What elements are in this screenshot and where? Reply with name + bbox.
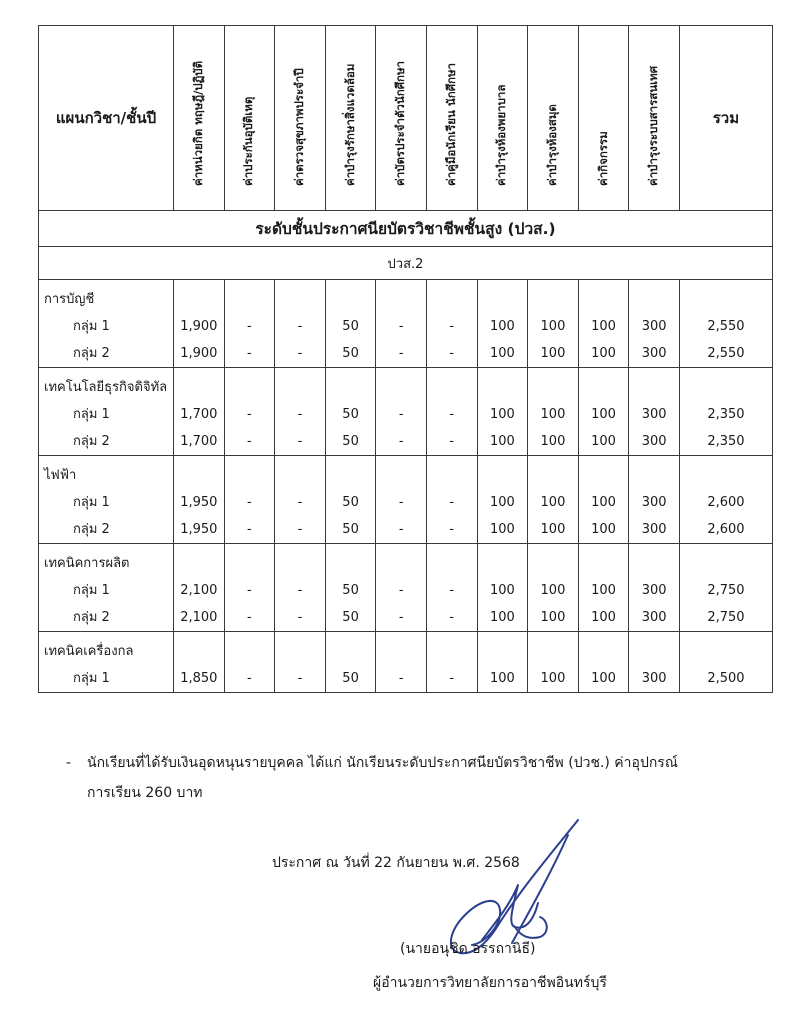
fee-value: - — [247, 522, 252, 537]
fee-value: - — [297, 583, 303, 598]
fee-cell — [629, 544, 680, 632]
fee-value: 50 — [342, 407, 359, 422]
header-total: รวม — [679, 26, 772, 211]
fee-value: 2,100 — [180, 583, 218, 598]
fee-value: - — [449, 434, 455, 449]
fee-value: - — [449, 319, 455, 334]
fee-cell — [426, 368, 477, 456]
fee-table — [38, 25, 773, 693]
header-row — [39, 26, 773, 211]
header-column-label: ค่าบำรุงระบบสารสนเทศ — [646, 66, 661, 186]
department-name: เทคนิคเครื่องกล — [44, 644, 134, 659]
fee-value: 50 — [342, 495, 359, 510]
fee-value: - — [247, 610, 252, 625]
department-cell — [39, 280, 174, 368]
fee-cell — [629, 280, 680, 368]
fee-value: - — [398, 610, 404, 625]
fee-cell — [426, 544, 477, 632]
header-department: แผนกวิชา/ชั้นปี — [39, 26, 174, 211]
fee-value: - — [449, 671, 455, 686]
fee-cell — [376, 368, 427, 456]
fee-value: - — [449, 610, 455, 625]
total-cell — [679, 280, 772, 368]
fee-value: 50 — [342, 434, 359, 449]
fee-value: - — [247, 495, 252, 510]
header-column — [426, 26, 477, 211]
header-column — [629, 26, 680, 211]
fee-cell — [477, 632, 528, 693]
fee-cell — [325, 368, 376, 456]
fee-cell — [224, 456, 275, 544]
fee-value: 100 — [489, 522, 515, 537]
fee-value: 100 — [591, 583, 616, 598]
total-cell — [679, 456, 772, 544]
header-column — [578, 26, 629, 211]
fee-value: - — [297, 407, 303, 422]
fee-cell — [426, 280, 477, 368]
fee-value: 100 — [540, 671, 566, 686]
fee-cell — [528, 368, 579, 456]
fee-cell — [477, 368, 528, 456]
fee-value: 1,950 — [180, 495, 218, 510]
total-value: 2,550 — [707, 346, 745, 361]
group-label: กลุ่ม 1 — [73, 671, 110, 686]
fee-value: 100 — [540, 522, 566, 537]
total-cell — [679, 632, 772, 693]
fee-value: - — [247, 319, 252, 334]
department-group-row — [39, 632, 773, 693]
fee-value: 1,700 — [180, 407, 218, 422]
fee-cell — [528, 456, 579, 544]
fee-cell — [325, 456, 376, 544]
fee-cell — [275, 280, 326, 368]
fee-value: 1,850 — [180, 671, 218, 686]
fee-cell — [629, 368, 680, 456]
header-column — [224, 26, 275, 211]
fee-value: - — [398, 319, 404, 334]
group-label: กลุ่ม 1 — [73, 495, 110, 510]
fee-value: - — [247, 583, 252, 598]
fee-cell — [477, 456, 528, 544]
fee-value: 1,950 — [180, 522, 218, 537]
fee-cell — [174, 632, 225, 693]
fee-cell — [224, 368, 275, 456]
fee-cell — [528, 544, 579, 632]
header-column — [275, 26, 326, 211]
fee-value: - — [247, 346, 252, 361]
fee-value: - — [297, 671, 303, 686]
department-cell — [39, 632, 174, 693]
department-name: การบัญชี — [44, 292, 95, 307]
fee-value: - — [398, 495, 404, 510]
header-column-label: ค่าประกันอุบัติเหตุ — [241, 96, 256, 186]
group-label: กลุ่ม 2 — [73, 610, 110, 625]
fee-cell — [578, 456, 629, 544]
level-title: ระดับชั้นประกาศนียบัตรวิชาชีพชั้นสูง (ปวส.) — [39, 211, 773, 247]
fee-value: 300 — [641, 495, 667, 510]
fee-cell — [578, 368, 629, 456]
fee-value: 1,900 — [180, 346, 218, 361]
fee-value: 50 — [342, 610, 359, 625]
fee-value: - — [297, 610, 303, 625]
fee-value: 100 — [591, 434, 616, 449]
fee-cell — [578, 544, 629, 632]
header-column — [528, 26, 579, 211]
total-value: 2,750 — [707, 610, 745, 625]
total-value: 2,750 — [707, 583, 745, 598]
fee-value: 100 — [540, 610, 566, 625]
fee-value: - — [398, 583, 404, 598]
fee-cell — [528, 280, 579, 368]
group-label: กลุ่ม 1 — [73, 407, 110, 422]
group-label: กลุ่ม 1 — [73, 583, 110, 598]
fee-value: 100 — [540, 346, 566, 361]
fee-value: - — [449, 407, 455, 422]
fee-value: 2,100 — [180, 610, 218, 625]
fee-cell — [224, 544, 275, 632]
fee-value: 1,900 — [180, 319, 218, 334]
fee-cell — [224, 632, 275, 693]
fee-value: - — [398, 407, 404, 422]
fee-cell — [174, 544, 225, 632]
fee-cell — [376, 632, 427, 693]
total-cell — [679, 544, 772, 632]
fee-value: - — [297, 522, 303, 537]
fee-cell — [224, 280, 275, 368]
fee-value: - — [398, 346, 404, 361]
fee-value: - — [449, 522, 455, 537]
fee-value: 100 — [591, 319, 616, 334]
group-label: กลุ่ม 1 — [73, 319, 110, 334]
fee-cell — [578, 632, 629, 693]
header-column-label: ค่าตรวจสุขภาพประจำปี — [291, 68, 306, 186]
group-label: กลุ่ม 2 — [73, 434, 110, 449]
fee-value: 1,700 — [180, 434, 218, 449]
fee-value: 50 — [342, 583, 359, 598]
fee-value: - — [247, 434, 252, 449]
fee-cell — [629, 632, 680, 693]
department-name: เทคโนโลยีธุรกิจดิจิทัล — [44, 380, 168, 395]
header-column-label: ค่ากิจกรรม — [595, 131, 610, 186]
header-column — [477, 26, 528, 211]
fee-cell — [174, 280, 225, 368]
fee-value: 100 — [540, 407, 566, 422]
fee-value: 100 — [591, 346, 616, 361]
fee-value: 100 — [489, 407, 515, 422]
fee-cell — [325, 632, 376, 693]
group-label: กลุ่ม 2 — [73, 522, 110, 537]
header-column — [174, 26, 225, 211]
fee-value: - — [449, 495, 455, 510]
fee-value: 100 — [489, 671, 515, 686]
fee-cell — [376, 280, 427, 368]
fee-cell — [477, 544, 528, 632]
header-column — [325, 26, 376, 211]
fee-cell — [275, 456, 326, 544]
total-value: 2,350 — [707, 434, 745, 449]
fee-cell — [578, 280, 629, 368]
announcement-date: ประกาศ ณ วันที่ 22 กันยายน พ.ศ. 2568 — [272, 855, 520, 871]
department-group-row — [39, 456, 773, 544]
fee-value: - — [449, 346, 455, 361]
fee-value: 100 — [489, 346, 515, 361]
total-value: 2,350 — [707, 407, 745, 422]
header-column-label: ค่าบำรุงห้องพยาบาล — [494, 84, 509, 186]
department-group-row — [39, 368, 773, 456]
fee-cell — [174, 368, 225, 456]
fee-value: - — [398, 434, 404, 449]
sublevel-row — [39, 247, 773, 280]
signature-stroke — [451, 820, 578, 953]
fee-value: 100 — [591, 671, 616, 686]
fee-value: - — [297, 495, 303, 510]
note — [66, 748, 766, 808]
fee-value: 100 — [489, 610, 515, 625]
fee-value: - — [398, 522, 404, 537]
signature-stroke — [512, 835, 568, 943]
fee-value: - — [297, 434, 303, 449]
fee-value: - — [449, 583, 455, 598]
fee-cell — [426, 456, 477, 544]
fee-value: - — [398, 671, 404, 686]
fee-cell — [325, 544, 376, 632]
fee-value: 100 — [489, 583, 515, 598]
fee-cell — [275, 368, 326, 456]
header-column-label: ค่าคู่มือนักเรียน นักศึกษา — [443, 63, 458, 186]
level-row — [39, 211, 773, 247]
header-column-label: ค่าบัตรประจำตัวนักศึกษา — [393, 61, 408, 186]
note-line-1: นักเรียนที่ได้รับเงินอุดหนุนรายบุคคล ได้แก่ นักเรียนระดับประกาศนียบัตรวิชาชีพ (ปวช.) ค่าอุปกรณ์ — [87, 755, 678, 771]
total-value: 2,550 — [707, 319, 745, 334]
fee-value: 100 — [540, 495, 566, 510]
fee-cell — [376, 544, 427, 632]
fee-value: 300 — [641, 434, 667, 449]
fee-cell — [629, 456, 680, 544]
note-bullet: - — [66, 755, 72, 771]
fee-value: 300 — [641, 319, 667, 334]
fee-cell — [477, 280, 528, 368]
fee-value: 300 — [641, 610, 667, 625]
fee-value: 100 — [489, 495, 515, 510]
department-cell — [39, 456, 174, 544]
fee-value: 100 — [591, 495, 616, 510]
fee-cell — [426, 632, 477, 693]
group-label: กลุ่ม 2 — [73, 346, 110, 361]
fee-value: 300 — [641, 346, 667, 361]
department-name: เทคนิคการผลิต — [44, 556, 130, 571]
signer-title: ผู้อำนวยการวิทยาลัยการอาชีพอินทร์บุรี — [373, 975, 607, 991]
fee-value: - — [247, 671, 252, 686]
header-column — [376, 26, 427, 211]
fee-value: 50 — [342, 319, 359, 334]
signer-name: (นายอนุชิด อรรถานิธี) — [400, 941, 536, 957]
note-line-2: การเรียน 260 บาท — [87, 785, 203, 801]
sublevel-title: ปวส.2 — [39, 247, 773, 280]
header-column-label: ค่าบำรุงห้องสมุด — [544, 104, 559, 186]
fee-value: - — [297, 346, 303, 361]
fee-value: 50 — [342, 346, 359, 361]
department-cell — [39, 368, 174, 456]
fee-cell — [275, 544, 326, 632]
fee-value: 300 — [641, 671, 667, 686]
fee-value: - — [297, 319, 303, 334]
fee-value: 100 — [591, 522, 616, 537]
fee-cell — [325, 280, 376, 368]
department-name: ไฟฟ้า — [44, 468, 77, 483]
fee-value: 300 — [641, 522, 667, 537]
total-value: 2,600 — [707, 522, 745, 537]
fee-cell — [275, 632, 326, 693]
fee-value: 100 — [540, 583, 566, 598]
fee-value: 100 — [540, 434, 566, 449]
fee-value: 100 — [489, 319, 515, 334]
department-cell — [39, 544, 174, 632]
department-group-row — [39, 544, 773, 632]
fee-value: 300 — [641, 583, 667, 598]
header-column-label: ค่าบำรุงรักษาสิ่งแวดล้อม — [342, 63, 357, 186]
fee-value: 100 — [591, 610, 616, 625]
total-cell — [679, 368, 772, 456]
fee-cell — [174, 456, 225, 544]
fee-value: - — [247, 407, 252, 422]
fee-cell — [528, 632, 579, 693]
header-column-label: ค่าหน่วยกิต ทฤษฎี/ปฏิบัติ — [190, 60, 205, 186]
fee-value: 50 — [342, 671, 359, 686]
total-value: 2,600 — [707, 495, 745, 510]
fee-cell — [376, 456, 427, 544]
total-value: 2,500 — [707, 671, 745, 686]
fee-value: 100 — [489, 434, 515, 449]
fee-value: 100 — [591, 407, 616, 422]
fee-value: 100 — [540, 319, 566, 334]
fee-value: 300 — [641, 407, 667, 422]
department-group-row — [39, 280, 773, 368]
fee-value: 50 — [342, 522, 359, 537]
